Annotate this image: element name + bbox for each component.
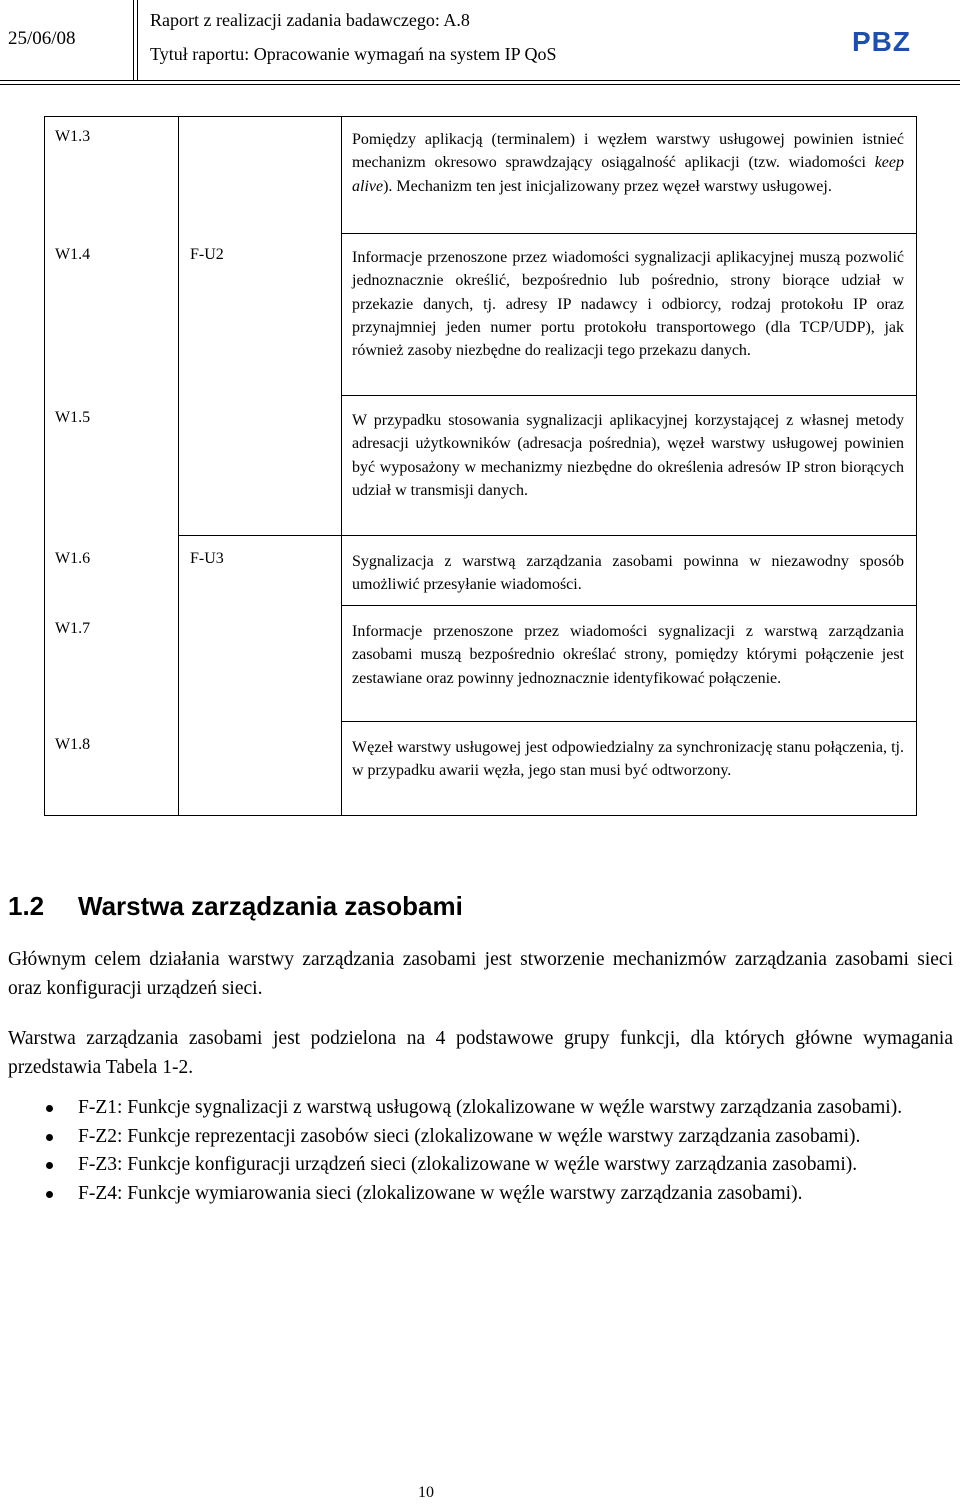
header-report-title: Raport z realizacji zadania badawczego: A.8	[150, 10, 470, 30]
requirements-table	[44, 116, 917, 816]
header-date: 25/06/08	[8, 28, 76, 49]
bullet-icon	[46, 1191, 53, 1198]
page-header	[0, 0, 960, 80]
function-group: F-U3	[190, 550, 224, 567]
section-number: 1.2	[8, 891, 45, 921]
row-separator	[341, 605, 916, 606]
paragraph: Warstwa zarządzania zasobami jest podzielona na 4 podstawowe grupy funkcji, dla których główne wymagania przedstawia Tabela 1-2.	[8, 1028, 953, 1078]
bullet-icon	[46, 1105, 53, 1112]
row-separator	[341, 721, 916, 722]
requirement-text: Pomiędzy aplikacją (terminalem) i węzłem warstwy usługowej powinien istnieć mechanizm okresowo sprawdzający osiągalność aplikacji (tzw. wiadomości keep alive). Mechanizm ten jest inicjalizowany przez węzeł warstwy usługowej.	[352, 131, 904, 195]
requirement-id: W1.6	[55, 550, 91, 567]
header-divider	[137, 0, 138, 80]
requirement-id: W1.3	[55, 128, 91, 145]
requirement-id: W1.4	[55, 246, 91, 263]
list-item: F-Z3: Funkcje konfiguracji urządzeń sieci (zlokalizowane w węźle warstwy zarządzania zasobami).	[8, 1151, 953, 1180]
row-separator	[341, 233, 916, 234]
requirement-text: Informacje przenoszone przez wiadomości sygnalizacji z warstwą zarządzania zasobami muszą bezpośrednio określać strony, pomiędzy którymi połączenie jest zestawiane oraz powinny jednoznacznie identyfikować połączenie.	[352, 623, 904, 687]
column-divider	[178, 117, 179, 815]
function-list	[8, 1094, 953, 1208]
requirement-id: W1.7	[55, 620, 91, 637]
requirement-text: Sygnalizacja z warstwą zarządzania zasobami powinna w niezawodny sposób umożliwić przesyłanie wiadomości.	[352, 553, 904, 594]
header-rule	[0, 80, 960, 81]
brand-logo: PBZ	[852, 26, 911, 57]
row-separator	[178, 535, 916, 536]
section-title: Warstwa zarządzania zasobami	[78, 891, 463, 921]
list-item: F-Z2: Funkcje reprezentacji zasobów sieci (zlokalizowane w węźle warstwy zarządzania zasobami).	[8, 1123, 953, 1152]
function-group: F-U2	[190, 246, 224, 263]
header-rule	[0, 84, 960, 85]
bullet-icon	[46, 1162, 53, 1169]
column-divider	[341, 117, 342, 815]
header-divider	[133, 0, 134, 80]
list-item: F-Z1: Funkcje sygnalizacji z warstwą usługową (zlokalizowane w węźle warstwy zarządzania zasobami).	[8, 1094, 953, 1123]
paragraph: Głównym celem działania warstwy zarządzania zasobami jest stworzenie mechanizmów zarządzania zasobami sieci oraz konfiguracji urządzeń sieci.	[8, 949, 953, 999]
page-number: 10	[418, 1484, 434, 1501]
section-heading	[8, 891, 463, 922]
requirement-text: Informacje przenoszone przez wiadomości sygnalizacji aplikacyjnej muszą pozwolić jednoznacznie określić, bezpośrednio lub pośrednio, strony biorące udział w przekazie danych, tj. adresy IP nadawcy i odbiorcy, rodzaj protokołu IP oraz przynajmniej jeden numer portu protokołu transportowego (dla TCP/UDP), jak również zasoby niezbędne do realizacji tego przekazu danych.	[352, 249, 904, 360]
requirement-id: W1.8	[55, 736, 91, 753]
requirement-text: Węzeł warstwy usługowej jest odpowiedzialny za synchronizację stanu połączenia, tj. w przypadku awarii węzła, jego stan musi być odtworzony.	[352, 739, 904, 780]
requirement-id: W1.5	[55, 409, 91, 426]
list-item: F-Z4: Funkcje wymiarowania sieci (zlokalizowane w węźle warstwy zarządzania zasobami).	[8, 1180, 953, 1209]
requirement-text: W przypadku stosowania sygnalizacji aplikacyjnej korzystającej z własnej metody adresacji użytkowników (adresacja pośrednia), węzeł warstwy usługowej powinien być wyposażony w mechanizmy niezbędne do określenia adresów IP stron biorących udział w transmisji danych.	[352, 412, 904, 499]
header-report-subtitle: Tytuł raportu: Opracowanie wymagań na system IP QoS	[150, 44, 557, 64]
row-separator	[341, 395, 916, 396]
bullet-icon	[46, 1134, 53, 1141]
